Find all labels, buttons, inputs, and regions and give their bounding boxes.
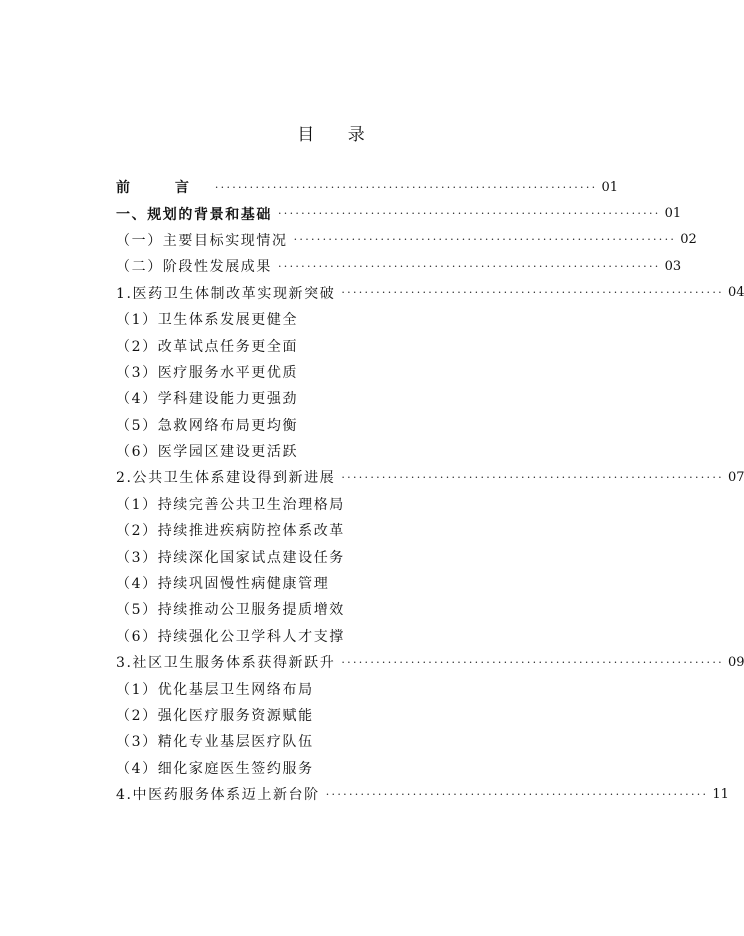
toc-entry-label: （4）细化家庭医生签约服务 — [116, 760, 314, 777]
toc-entry-page: 01 — [601, 179, 618, 195]
dot-leader: ·································································· — [278, 207, 661, 221]
toc-entry-label: 1.医药卫生体制改革实现新突破 — [116, 285, 336, 302]
dot-leader: ·································································· — [214, 180, 598, 194]
toc-entry-page: 02 — [680, 232, 697, 248]
toc-entry[interactable] — [116, 438, 568, 464]
dot-leader: ·································································· — [278, 259, 661, 273]
toc-entry-label: （一）主要目标实现情况 — [116, 232, 288, 249]
toc-entry-label: （2）改革试点任务更全面 — [116, 338, 299, 355]
toc-entry[interactable] — [116, 623, 568, 649]
dot-leader: ·································································· — [341, 286, 724, 300]
dot-leader: ·································································· — [341, 470, 724, 484]
toc-entry[interactable] — [116, 174, 618, 200]
toc-entry-label: （3）持续深化国家试点建设任务 — [116, 549, 345, 566]
toc-entry[interactable] — [116, 253, 682, 279]
toc-entry-label: （5）急救网络布局更均衡 — [116, 417, 299, 434]
toc-entry[interactable] — [116, 359, 568, 385]
toc-entry-label: （1）优化基层卫生网络布局 — [116, 681, 314, 698]
table-of-contents — [116, 174, 744, 807]
toc-entry[interactable] — [116, 702, 568, 728]
toc-entry[interactable] — [116, 280, 744, 306]
toc-entry[interactable] — [116, 227, 697, 253]
toc-entry-page: 04 — [727, 285, 744, 301]
toc-entry-label: （二）阶段性发展成果 — [116, 259, 272, 276]
toc-title: 目 录 — [297, 125, 379, 145]
toc-entry[interactable] — [116, 675, 568, 701]
toc-entry-label: （4）持续巩固慢性病健康管理 — [116, 576, 330, 593]
toc-entry-label: 4.中医药服务体系迈上新台阶 — [116, 787, 320, 804]
toc-entry-label: （3）精化专业基层医疗队伍 — [116, 734, 314, 751]
toc-entry-label: 2.公共卫生体系建设得到新进展 — [116, 470, 336, 487]
toc-entry[interactable] — [116, 200, 682, 226]
toc-entry-label: 一、规划的背景和基础 — [116, 206, 272, 223]
toc-entry[interactable] — [116, 464, 744, 490]
toc-entry[interactable] — [116, 306, 568, 332]
toc-entry[interactable] — [116, 781, 729, 807]
toc-entry[interactable] — [116, 755, 568, 781]
toc-entry-label: （2）持续推进疾病防控体系改革 — [116, 523, 345, 540]
dot-leader: ·································································· — [341, 655, 724, 669]
toc-entry[interactable] — [116, 596, 568, 622]
toc-entry-label: （6）持续强化公卫学科人才支撑 — [116, 628, 345, 645]
toc-entry-page: 07 — [727, 469, 744, 485]
toc-entry-label: 前 言 — [116, 180, 209, 197]
toc-entry-label: 3.社区卫生服务体系获得新跃升 — [116, 655, 336, 672]
toc-entry[interactable] — [116, 385, 568, 411]
toc-entry-label: （1）持续完善公共卫生治理格局 — [116, 496, 345, 513]
dot-leader: ·································································· — [325, 787, 709, 801]
toc-entry[interactable] — [116, 332, 568, 358]
toc-entry[interactable] — [116, 570, 568, 596]
toc-entry[interactable] — [116, 517, 568, 543]
toc-entry-label: （3）医疗服务水平更优质 — [116, 364, 299, 381]
toc-entry-page: 01 — [664, 206, 682, 222]
toc-entry-label: （2）强化医疗服务资源赋能 — [116, 708, 314, 724]
dot-leader: ·································································· — [293, 233, 677, 247]
toc-entry-label: （1）卫生体系发展更健全 — [116, 312, 299, 329]
toc-entry-label: （5）持续推动公卫服务提质增效 — [116, 602, 345, 619]
toc-entry-page: 03 — [664, 258, 682, 274]
toc-entry-label: （4）学科建设能力更强劲 — [116, 391, 299, 408]
toc-entry-page: 11 — [712, 786, 729, 802]
toc-entry[interactable] — [116, 649, 744, 675]
toc-entry[interactable] — [116, 728, 568, 754]
toc-entry-page: 09 — [727, 654, 744, 670]
toc-entry[interactable] — [116, 491, 568, 517]
toc-entry-label: （6）医学园区建设更活跃 — [116, 444, 299, 461]
toc-entry[interactable] — [116, 412, 568, 438]
toc-entry[interactable] — [116, 543, 568, 569]
